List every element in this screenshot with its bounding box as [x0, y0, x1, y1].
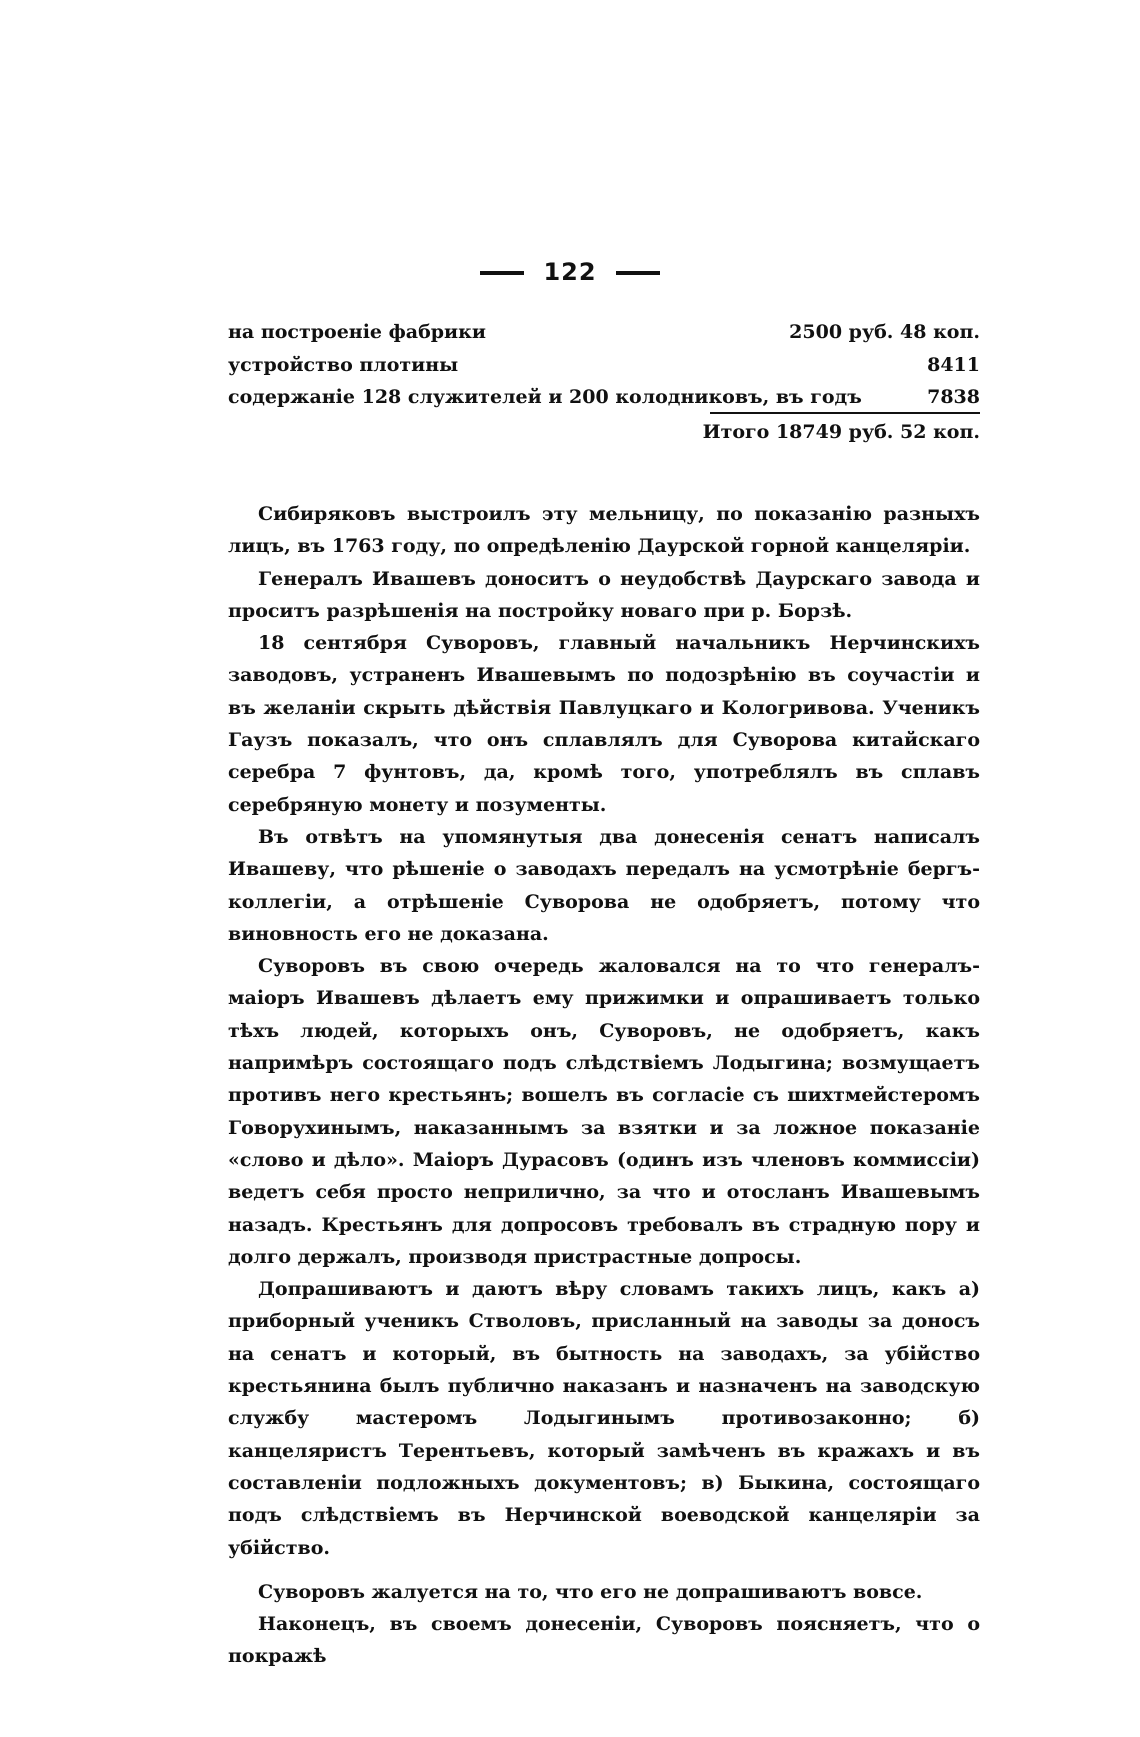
page-header	[0, 258, 1140, 286]
paragraph: Суворовъ въ свою очередь жаловался на то что генералъ-маіоръ Ивашевъ дѣлаетъ ему прижимки и опрашиваетъ только тѣхъ людей, которыхъ онъ, Суворовъ, не одобряетъ, какъ напримѣръ состоящаго подъ слѣдствіемъ Лодыгина; возмущаетъ противъ него крестьянъ; вошелъ въ согласіе съ шихтмейстеромъ Говорухинымъ, наказаннымъ за взятки и за ложное показаніе «слово и дѣло». Маіоръ Дурасовъ (одинъ изъ членовъ коммиссіи) ведетъ себя просто неприлично, за что и отосланъ Ивашевымъ назадъ. Крестьянъ для допросовъ требовалъ въ страдную пору и долго держалъ, производя пристрастные допросы.	[228, 955, 980, 1268]
paragraph: Допрашиваютъ и даютъ вѣру словамъ такихъ лицъ, какъ а) приборный ученикъ Стволовъ, присланный на заводы за доносъ на сенатъ и который, въ бытность на заводахъ, за убійство крестьянина былъ публично наказанъ и назначенъ на заводскую службу мастеромъ Лодыгинымъ противозаконно; б) канцеляристъ Терентьевъ, который замѣченъ въ кражахъ и въ составленіи подложныхъ документовъ; в) Быкина, состоящаго подъ слѣдствіемъ въ Нерчинской воеводской канцеляріи за убійство.	[228, 1278, 980, 1559]
paragraph: Наконецъ, въ своемъ донесеніи, Суворовъ поясняетъ, что о покражѣ	[228, 1613, 980, 1668]
expense-ledger	[228, 316, 980, 448]
paragraph: Сибиряковъ выстроилъ эту мельницу, по показанію разныхъ лицъ, въ 1763 году, по опредѣленію Даурской горной канцеляріи.	[228, 503, 980, 558]
paragraph: 18 сентября Суворовъ, главный начальникъ Нерчинскихъ заводовъ, устраненъ Ивашевымъ по подозрѣнію въ соучастіи и въ желаніи скрыть дѣйствія Павлуцкаго и Кологривова. Ученикъ Гаузъ показалъ, что онъ сплавлялъ для Суворова китайскаго серебра 7 фунтовъ, да, кромѣ того, употреблялъ въ сплавъ серебряную монету и позументы.	[228, 632, 980, 816]
ledger-amount: 7838	[927, 386, 980, 408]
ledger-total: Итого 18749 руб. 52 коп.	[702, 420, 980, 443]
paragraph-gap	[228, 1564, 980, 1576]
ledger-total-row	[228, 416, 980, 449]
header-left-ornament	[480, 271, 524, 275]
ledger-row	[228, 316, 980, 349]
header-right-ornament	[616, 271, 660, 275]
page-number: 122	[543, 258, 597, 286]
ledger-row	[228, 349, 980, 382]
ledger-amount: 2500 руб. 48 коп.	[789, 321, 980, 343]
ledger-item: на построеніе фабрики	[228, 321, 486, 343]
total-rule	[710, 412, 980, 414]
ledger-amount: 8411	[927, 353, 980, 376]
body-text	[228, 498, 980, 1673]
ledger-row	[228, 381, 980, 414]
paragraph: Генералъ Ивашевъ доноситъ о неудобствѣ Даурскаго завода и проситъ разрѣшенія на постройку новаго при р. Борзѣ.	[228, 567, 980, 622]
ledger-item: устройство плотины	[228, 353, 459, 376]
paragraph: Суворовъ жалуется на то, что его не допрашиваютъ вовсе.	[258, 1580, 923, 1603]
paragraph: Въ отвѣтъ на упомянутыя два донесенія сенатъ написалъ Ивашеву, что рѣшеніе о заводахъ передалъ на усмотрѣніе бергъ-коллегіи, а отрѣшеніе Суворова не одобряетъ, потому что виновность его не доказана.	[228, 825, 980, 945]
ledger-item: содержаніе 128 служителей и 200 колодниковъ, въ годъ	[228, 386, 862, 408]
